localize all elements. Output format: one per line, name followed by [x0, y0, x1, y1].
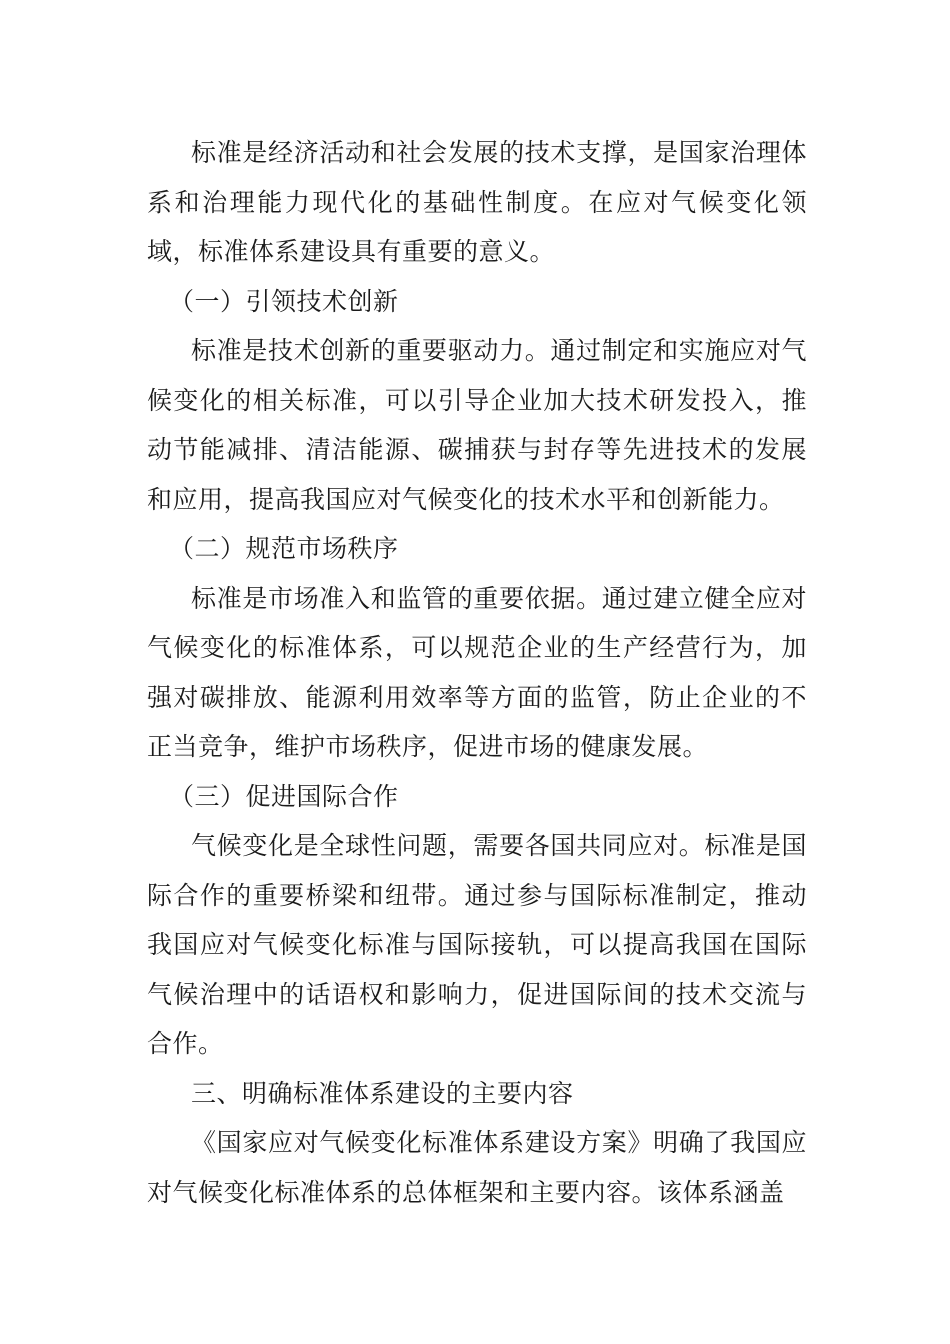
paragraph-main-content: 《国家应对气候变化标准体系建设方案》明确了我国应对气候变化标准体系的总体框架和主要内容。该体系涵盖: [147, 1128, 807, 1207]
subheading-tech-innovation: （一）引领技术创新: [169, 286, 399, 316]
paragraph-market-order: 标准是市场准入和监管的重要依据。通过建立健全应对气候变化的标准体系，可以规范企业的生产经营行为，加强对碳排放、能源利用效率等方面的监管，防止企业的不正当竞争，维护市场秩序，促进市场的健康发展。: [147, 583, 807, 761]
document-page: [147, 128, 807, 1217]
paragraph-tech-innovation: 标准是技术创新的重要驱动力。通过制定和实施应对气候变化的相关标准，可以引导企业加大技术研发投入，推动节能减排、清洁能源、碳捕获与封存等先进技术的发展和应用，提高我国应对气候变化的技术水平和创新能力。: [147, 336, 807, 514]
intro-paragraph: 标准是经济活动和社会发展的技术支撑，是国家治理体系和治理能力现代化的基础性制度。在应对气候变化领域，标准体系建设具有重要的意义。: [147, 138, 807, 266]
paragraph-intl-cooperation: 气候变化是全球性问题，需要各国共同应对。标准是国际合作的重要桥梁和纽带。通过参与国际标准制定，推动我国应对气候变化标准与国际接轨，可以提高我国在国际气候治理中的话语权和影响力，促进国际间的技术交流与合作。: [147, 831, 807, 1058]
section-heading-main-content: 三、明确标准体系建设的主要内容: [191, 1078, 574, 1108]
subheading-intl-cooperation: （三）促进国际合作: [169, 781, 399, 811]
subheading-market-order: （二）规范市场秩序: [169, 534, 399, 563]
